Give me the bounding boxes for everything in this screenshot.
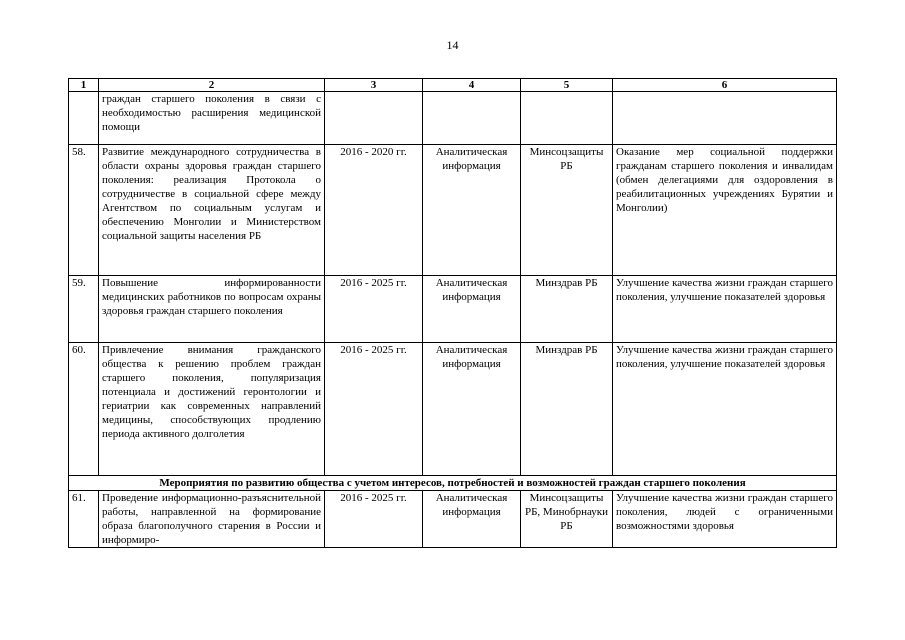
measure-form: Аналитическая информация bbox=[423, 276, 521, 343]
table-row bbox=[69, 276, 837, 343]
header-col-4: 4 bbox=[423, 79, 521, 92]
measure-period: 2016 - 2020 гг. bbox=[325, 145, 423, 276]
measure-form: Аналитическая информация bbox=[423, 343, 521, 476]
measure-description: Привлечение внимания гражданского общества к решению проблем граждан старшего поколения, популяризация потенциала и достижений геронтологии и гериатрии как современных направлений медицины, способствующих продлению периода активного долголетия bbox=[99, 343, 325, 476]
measure-description: граждан старшего поколения в связи с необходимостью расширения медицинской помощи bbox=[99, 92, 325, 145]
page-number: 14 bbox=[446, 38, 459, 52]
measure-executor: Минсоцзащиты РБ bbox=[521, 145, 613, 276]
section-header-row bbox=[69, 476, 837, 491]
row-number: 59. bbox=[69, 276, 99, 343]
measure-result: Оказание мер социальной поддержки гражданам старшего поколения и инвалидам (обмен делегациями для оздоровления в реабилитационных учреждениях Бурятии и Монголии) bbox=[613, 145, 837, 276]
measure-period: 2016 - 2025 гг. bbox=[325, 343, 423, 476]
header-col-5: 5 bbox=[521, 79, 613, 92]
measure-form: Аналитическая информация bbox=[423, 491, 521, 548]
row-number: 61. bbox=[69, 491, 99, 548]
measure-period: 2016 - 2025 гг. bbox=[325, 276, 423, 343]
row-number: 60. bbox=[69, 343, 99, 476]
measure-executor: Минсоцзащиты РБ, Минобрнауки РБ bbox=[521, 491, 613, 548]
measure-form bbox=[423, 92, 521, 145]
header-row bbox=[69, 79, 837, 92]
section-title: Мероприятия по развитию общества с учетом интересов, потребностей и возможностей граждан старшего поколения bbox=[69, 476, 837, 491]
measure-executor: Минздрав РБ bbox=[521, 276, 613, 343]
measure-result: Улучшение качества жизни граждан старшего поколения, улучшение показателей здоровья bbox=[613, 276, 837, 343]
row-number: 58. bbox=[69, 145, 99, 276]
row-number bbox=[69, 92, 99, 145]
measure-result: Улучшение качества жизни граждан старшего поколения, людей с ограниченными возможностями здоровья bbox=[613, 491, 837, 548]
table-row bbox=[69, 145, 837, 276]
header-col-6: 6 bbox=[613, 79, 837, 92]
measure-period: 2016 - 2025 гг. bbox=[325, 491, 423, 548]
table-row bbox=[69, 491, 837, 548]
measure-result bbox=[613, 92, 837, 145]
header-col-2: 2 bbox=[99, 79, 325, 92]
measures-table bbox=[68, 78, 837, 548]
measure-description: Проведение информационно-разъяснительной работы, направленной на формирование образа благополучного старения в России и информиро- bbox=[99, 491, 325, 548]
measure-executor bbox=[521, 92, 613, 145]
measure-description: Развитие международного сотрудничества в области охраны здоровья граждан старшего поколения: реализация Протокола о сотрудничестве в социальной сфере между Агентством по социальным услугам и обеспечению Монголии и Министерством социальной защиты населения РБ bbox=[99, 145, 325, 276]
table-row bbox=[69, 343, 837, 476]
measure-result: Улучшение качества жизни граждан старшего поколения, улучшение показателей здоровья bbox=[613, 343, 837, 476]
measure-executor: Минздрав РБ bbox=[521, 343, 613, 476]
table-row bbox=[69, 92, 837, 145]
measure-description: Повышение информированности медицинских работников по вопросам охраны здоровья граждан старшего поколения bbox=[99, 276, 325, 343]
header-col-1: 1 bbox=[69, 79, 99, 92]
measure-period bbox=[325, 92, 423, 145]
header-col-3: 3 bbox=[325, 79, 423, 92]
measure-form: Аналитическая информация bbox=[423, 145, 521, 276]
